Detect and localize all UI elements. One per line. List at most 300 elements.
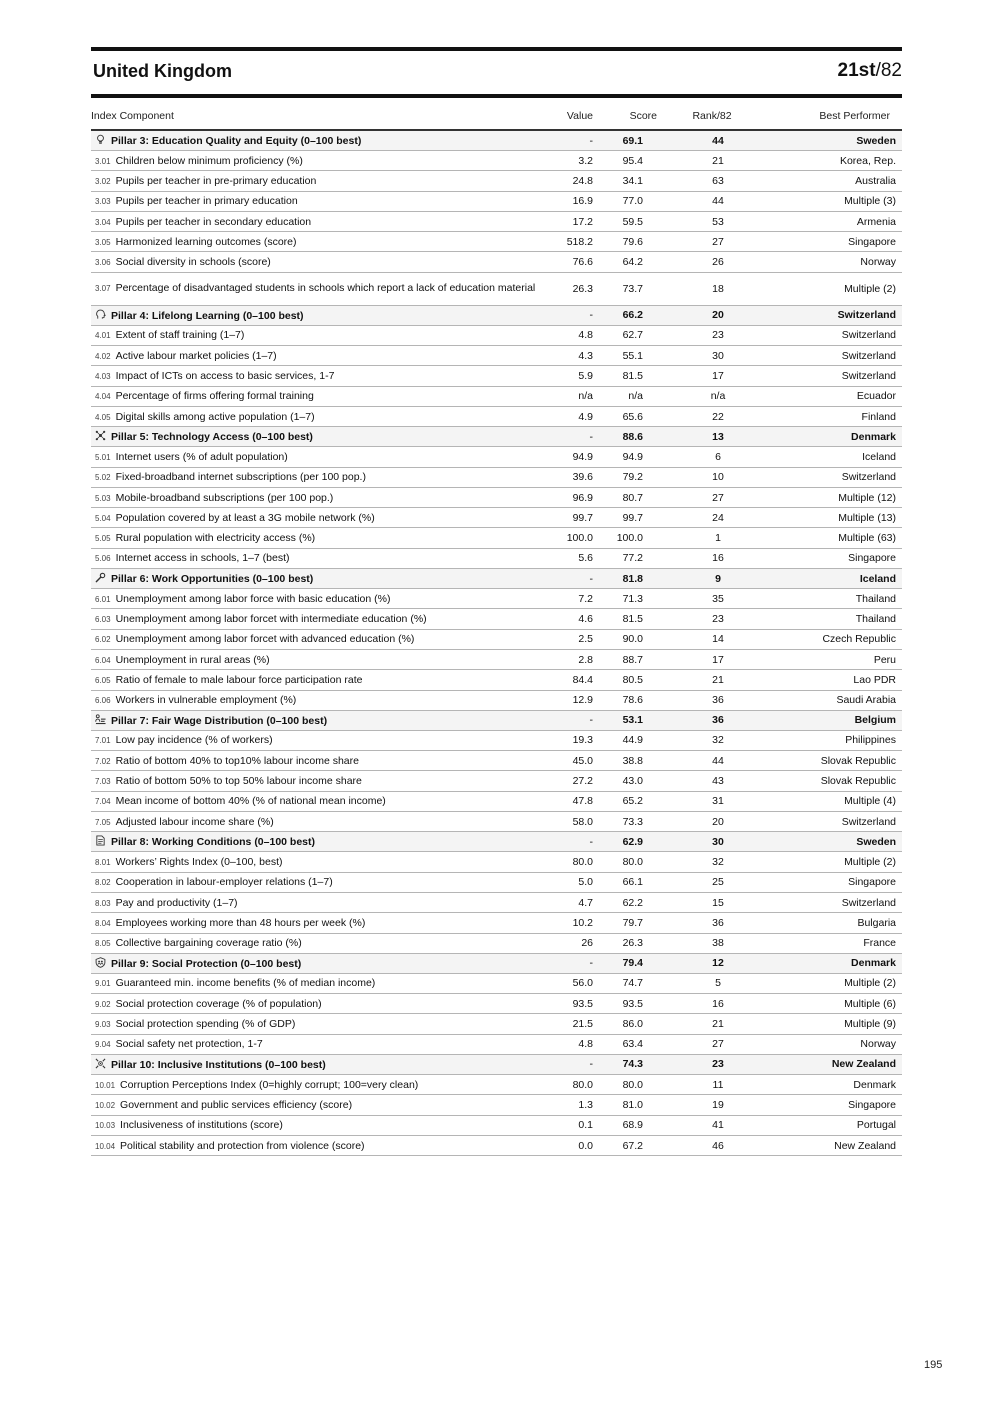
indicator-rank: 36 — [673, 913, 745, 933]
indicator-label: Percentage of firms offering formal training — [115, 390, 314, 403]
indicator-code: 7.02 — [95, 756, 111, 766]
table-row — [91, 1034, 902, 1054]
pillar-label: Pillar 8: Working Conditions (0–100 best) — [111, 836, 316, 849]
indicator-label: Unemployment among labor forcet with advanced education (%) — [115, 633, 415, 646]
indicator-rank: 18 — [673, 272, 745, 305]
table-row — [91, 1095, 902, 1115]
indicator-label: Harmonized learning outcomes (score) — [115, 235, 297, 248]
indicator-best-performer: Switzerland — [745, 346, 902, 366]
indicator-name — [91, 690, 561, 710]
indicator-best-performer: Singapore — [745, 1095, 902, 1115]
table-row — [91, 346, 902, 366]
overall-rank-total: /82 — [875, 60, 902, 81]
indicator-label: Social protection coverage (% of population) — [115, 997, 322, 1010]
indicator-score: 63.4 — [593, 1034, 673, 1054]
table-row — [91, 272, 902, 305]
indicator-label: Workers’ Rights Index (0–100, best) — [115, 855, 283, 868]
indicator-score: 80.0 — [593, 852, 673, 872]
indicator-name — [91, 447, 561, 467]
indicator-name — [91, 366, 561, 386]
indicator-code: 7.03 — [95, 777, 111, 787]
pillar-label: Pillar 4: Lifelong Learning (0–100 best) — [111, 309, 304, 322]
indicator-best-performer: Switzerland — [745, 325, 902, 345]
indicator-label: Pay and productivity (1–7) — [115, 896, 238, 909]
indicator-code: 4.05 — [95, 412, 111, 422]
pillar-score: 74.3 — [593, 1054, 673, 1074]
indicator-score: 26.3 — [593, 933, 673, 953]
indicator-rank: 14 — [673, 629, 745, 649]
indicator-best-performer: Finland — [745, 406, 902, 426]
indicator-rank: 31 — [673, 791, 745, 811]
column-header-component: Index Component — [91, 98, 561, 130]
indicator-name — [91, 771, 561, 791]
indicator-code: 8.05 — [95, 939, 111, 949]
indicator-best-performer: Denmark — [745, 1074, 902, 1094]
indicator-best-performer: Singapore — [745, 232, 902, 252]
indicator-name — [91, 629, 561, 649]
indicator-label: Adjusted labour income share (%) — [115, 815, 274, 828]
table-row — [91, 973, 902, 993]
pillar-row — [91, 569, 902, 589]
indicator-code: 6.06 — [95, 696, 111, 706]
indicator-code: 8.01 — [95, 857, 111, 867]
indicator-name — [91, 994, 561, 1014]
shield-people-icon — [95, 957, 106, 968]
table-row — [91, 609, 902, 629]
indicator-name — [91, 649, 561, 669]
indicator-name — [91, 751, 561, 771]
indicator-value: 17.2 — [561, 211, 593, 231]
overall-rank-value: 21st — [837, 60, 876, 81]
pillar-label: Pillar 10: Inclusive Institutions (0–100 best) — [111, 1058, 326, 1071]
indicator-name — [91, 406, 561, 426]
indicator-value: 5.6 — [561, 548, 593, 568]
pillar-label: Pillar 7: Fair Wage Distribution (0–100 best) — [111, 714, 328, 727]
pillar-name — [91, 569, 561, 589]
indicator-code: 6.04 — [95, 655, 111, 665]
indicator-label: Extent of staff training (1–7) — [115, 329, 245, 342]
indicator-score: 55.1 — [593, 346, 673, 366]
indicator-value: 518.2 — [561, 232, 593, 252]
indicator-rank: 15 — [673, 892, 745, 912]
pillar-label: Pillar 5: Technology Access (0–100 best) — [111, 431, 313, 444]
indicator-score: 73.3 — [593, 812, 673, 832]
indicator-code: 7.04 — [95, 797, 111, 807]
indicator-label: Corruption Perceptions Index (0=highly corrupt; 100=very clean) — [120, 1078, 419, 1091]
table-row — [91, 933, 902, 953]
indicator-best-performer: Australia — [745, 171, 902, 191]
indicator-code: 5.06 — [95, 554, 111, 564]
indicator-value: 7.2 — [561, 589, 593, 609]
table-row — [91, 1014, 902, 1034]
indicator-code: 8.02 — [95, 878, 111, 888]
indicator-best-performer: Bulgaria — [745, 913, 902, 933]
indicator-value: 96.9 — [561, 487, 593, 507]
indicator-score: 77.2 — [593, 548, 673, 568]
indicator-code: 3.01 — [95, 156, 111, 166]
table-row — [91, 171, 902, 191]
indicator-name — [91, 730, 561, 750]
pillar-score: 53.1 — [593, 710, 673, 730]
table-row — [91, 467, 902, 487]
pillar-best-performer: New Zealand — [745, 1054, 902, 1074]
indicator-value: 93.5 — [561, 994, 593, 1014]
table-row — [91, 211, 902, 231]
indicator-label: Social safety net protection, 1-7 — [115, 1038, 263, 1051]
indicator-rank: 46 — [673, 1135, 745, 1155]
pillar-value: - — [561, 305, 593, 325]
indicator-rank: 43 — [673, 771, 745, 791]
pillar-rank: 30 — [673, 832, 745, 852]
indicator-rank: 35 — [673, 589, 745, 609]
indicator-rank: 36 — [673, 690, 745, 710]
indicator-label: Social protection spending (% of GDP) — [115, 1018, 296, 1031]
pillar-label: Pillar 6: Work Opportunities (0–100 best) — [111, 573, 314, 586]
indicator-rank: 6 — [673, 447, 745, 467]
pillar-value: - — [561, 953, 593, 973]
table-row — [91, 548, 902, 568]
pillar-score: 88.6 — [593, 427, 673, 447]
indicator-score: 100.0 — [593, 528, 673, 548]
indicator-best-performer: Armenia — [745, 211, 902, 231]
pillar-value: - — [561, 832, 593, 852]
indicator-name — [91, 232, 561, 252]
indicator-rank: n/a — [673, 386, 745, 406]
indicator-code: 3.06 — [95, 258, 111, 268]
indicator-value: 1.3 — [561, 1095, 593, 1115]
pillar-row — [91, 305, 902, 325]
indicator-rank: 27 — [673, 487, 745, 507]
table-body — [91, 130, 902, 1156]
pillar-best-performer: Iceland — [745, 569, 902, 589]
indicator-rank: 24 — [673, 508, 745, 528]
indicator-score: 71.3 — [593, 589, 673, 609]
indicator-value: 0.0 — [561, 1135, 593, 1155]
indicator-name — [91, 191, 561, 211]
indicator-value: 12.9 — [561, 690, 593, 710]
indicator-rank: 25 — [673, 872, 745, 892]
pillar-name — [91, 710, 561, 730]
indicator-best-performer: Norway — [745, 1034, 902, 1054]
indicator-best-performer: Thailand — [745, 589, 902, 609]
table-row — [91, 771, 902, 791]
indicator-rank: 10 — [673, 467, 745, 487]
network-icon — [95, 430, 106, 441]
indicator-label: Population covered by at least a 3G mobile network (%) — [115, 511, 375, 524]
table-row — [91, 649, 902, 669]
indicator-code: 6.03 — [95, 614, 111, 624]
indicator-value: 21.5 — [561, 1014, 593, 1034]
indicator-name — [91, 1034, 561, 1054]
table-row — [91, 487, 902, 507]
pillar-rank: 9 — [673, 569, 745, 589]
indicator-rank: 26 — [673, 252, 745, 272]
indicator-label: Pupils per teacher in pre-primary education — [115, 174, 317, 187]
indicator-score: 79.7 — [593, 913, 673, 933]
indicator-score: 80.0 — [593, 1074, 673, 1094]
indicator-label: Internet users (% of adult population) — [115, 450, 288, 463]
indicator-label: Internet access in schools, 1–7 (best) — [115, 552, 290, 565]
indicator-label: Cooperation in labour-employer relations (1–7) — [115, 876, 333, 889]
indicator-best-performer: Thailand — [745, 609, 902, 629]
indicator-code: 5.01 — [95, 452, 111, 462]
pillar-name — [91, 130, 561, 151]
indicator-best-performer: Slovak Republic — [745, 771, 902, 791]
indicator-value: 10.2 — [561, 913, 593, 933]
indicator-name — [91, 913, 561, 933]
indicator-name — [91, 670, 561, 690]
indicator-score: 74.7 — [593, 973, 673, 993]
indicator-rank: 16 — [673, 548, 745, 568]
pillar-row — [91, 427, 902, 447]
column-header-best-performer: Best Performer — [745, 98, 902, 130]
indicator-code: 10.03 — [95, 1121, 116, 1131]
indicator-best-performer: Multiple (4) — [745, 791, 902, 811]
indicator-code: 10.02 — [95, 1100, 116, 1110]
indicator-rank: 16 — [673, 994, 745, 1014]
indicator-label: Unemployment in rural areas (%) — [115, 653, 270, 666]
person-chart-icon — [95, 714, 106, 725]
indicator-name — [91, 386, 561, 406]
indicator-best-performer: New Zealand — [745, 1135, 902, 1155]
table-header-row — [91, 98, 902, 130]
indicator-best-performer: Singapore — [745, 548, 902, 568]
indicator-best-performer: Multiple (6) — [745, 994, 902, 1014]
indicator-name — [91, 346, 561, 366]
indicator-name — [91, 589, 561, 609]
indicator-value: 4.8 — [561, 1034, 593, 1054]
indicator-best-performer: Switzerland — [745, 366, 902, 386]
indicator-best-performer: Portugal — [745, 1115, 902, 1135]
indicator-score: 38.8 — [593, 751, 673, 771]
indicator-label: Unemployment among labor force with basic education (%) — [115, 592, 391, 605]
indicator-rank: 21 — [673, 151, 745, 171]
pillar-rank: 20 — [673, 305, 745, 325]
indicator-score: 95.4 — [593, 151, 673, 171]
indicator-value: 76.6 — [561, 252, 593, 272]
scorecard-page — [91, 47, 902, 1156]
pillar-row — [91, 1054, 902, 1074]
indicator-best-performer: Singapore — [745, 872, 902, 892]
indicator-score: 43.0 — [593, 771, 673, 791]
indicator-rank: 27 — [673, 1034, 745, 1054]
indicator-code: 3.04 — [95, 217, 111, 227]
indicator-rank: 32 — [673, 852, 745, 872]
pillar-best-performer: Sweden — [745, 832, 902, 852]
indicator-best-performer: France — [745, 933, 902, 953]
index-table — [91, 98, 902, 1156]
indicator-code: 3.03 — [95, 197, 111, 207]
indicator-name — [91, 171, 561, 191]
indicator-label: Government and public services efficiency (score) — [120, 1098, 353, 1111]
table-row — [91, 406, 902, 426]
overall-rank — [838, 60, 902, 82]
indicator-name — [91, 211, 561, 231]
indicator-score: 67.2 — [593, 1135, 673, 1155]
indicator-code: 9.04 — [95, 1040, 111, 1050]
indicator-label: Mobile-broadband subscriptions (per 100 pop.) — [115, 491, 334, 504]
country-title: United Kingdom — [93, 60, 232, 81]
indicator-score: 93.5 — [593, 994, 673, 1014]
indicator-score: 80.7 — [593, 487, 673, 507]
indicator-label: Guaranteed min. income benefits (% of median income) — [115, 977, 376, 990]
indicator-label: Rural population with electricity access (%) — [115, 532, 316, 545]
indicator-label: Digital skills among active population (1–7) — [115, 410, 315, 423]
indicator-name — [91, 1074, 561, 1094]
indicator-code: 10.01 — [95, 1080, 116, 1090]
indicator-label: Ratio of bottom 50% to top 50% labour income share — [115, 775, 362, 788]
indicator-rank: 44 — [673, 751, 745, 771]
indicator-code: 6.01 — [95, 594, 111, 604]
pillar-label: Pillar 3: Education Quality and Equity (0–100 best) — [111, 135, 362, 147]
indicator-value: 26.3 — [561, 272, 593, 305]
pillar-value: - — [561, 427, 593, 447]
indicator-code: 3.07 — [95, 284, 111, 294]
indicator-score: 77.0 — [593, 191, 673, 211]
indicator-rank: 63 — [673, 171, 745, 191]
pillar-best-performer: Denmark — [745, 953, 902, 973]
indicator-score: n/a — [593, 386, 673, 406]
indicator-best-performer: Switzerland — [745, 812, 902, 832]
pillar-value: - — [561, 130, 593, 151]
indicator-score: 88.7 — [593, 649, 673, 669]
pillar-rank: 13 — [673, 427, 745, 447]
head-icon — [95, 309, 106, 320]
pillar-best-performer: Sweden — [745, 130, 902, 151]
indicator-best-performer: Multiple (2) — [745, 973, 902, 993]
indicator-code: 7.05 — [95, 817, 111, 827]
pillar-row — [91, 953, 902, 973]
indicator-rank: 20 — [673, 812, 745, 832]
indicator-value: 2.5 — [561, 629, 593, 649]
lightbulb-icon — [95, 134, 106, 145]
indicator-value: 99.7 — [561, 508, 593, 528]
indicator-best-performer: Peru — [745, 649, 902, 669]
indicator-value: 5.0 — [561, 872, 593, 892]
indicator-name — [91, 528, 561, 548]
indicator-label: Fixed-broadband internet subscriptions (per 100 pop.) — [115, 471, 366, 484]
indicator-best-performer: Multiple (13) — [745, 508, 902, 528]
pillar-row — [91, 130, 902, 151]
indicator-label: Collective bargaining coverage ratio (%) — [115, 937, 302, 950]
indicator-best-performer: Multiple (63) — [745, 528, 902, 548]
indicator-rank: 41 — [673, 1115, 745, 1135]
indicator-value: 24.8 — [561, 171, 593, 191]
table-row — [91, 730, 902, 750]
document-icon — [95, 835, 106, 846]
indicator-rank: 5 — [673, 973, 745, 993]
indicator-rank: 44 — [673, 191, 745, 211]
indicator-code: 8.04 — [95, 918, 111, 928]
pillar-name — [91, 953, 561, 973]
indicator-score: 79.2 — [593, 467, 673, 487]
pillar-rank: 44 — [673, 130, 745, 151]
indicator-rank: 1 — [673, 528, 745, 548]
indicator-label: Inclusiveness of institutions (score) — [120, 1119, 283, 1132]
indicator-value: 4.8 — [561, 325, 593, 345]
pillar-best-performer: Switzerland — [745, 305, 902, 325]
table-row — [91, 791, 902, 811]
indicator-score: 78.6 — [593, 690, 673, 710]
institution-icon — [95, 1058, 106, 1069]
indicator-rank: 21 — [673, 1014, 745, 1034]
pillar-value: - — [561, 1054, 593, 1074]
table-row — [91, 508, 902, 528]
indicator-code: 3.05 — [95, 237, 111, 247]
table-row — [91, 151, 902, 171]
indicator-rank: 23 — [673, 609, 745, 629]
indicator-score: 62.2 — [593, 892, 673, 912]
indicator-value: 4.7 — [561, 892, 593, 912]
indicator-best-performer: Lao PDR — [745, 670, 902, 690]
indicator-value: 19.3 — [561, 730, 593, 750]
indicator-name — [91, 508, 561, 528]
indicator-label: Children below minimum proficiency (%) — [115, 154, 303, 167]
pillar-name — [91, 305, 561, 325]
table-row — [91, 386, 902, 406]
table-row — [91, 751, 902, 771]
pillar-rank: 23 — [673, 1054, 745, 1074]
table-row — [91, 872, 902, 892]
pillar-rank: 12 — [673, 953, 745, 973]
indicator-best-performer: Ecuador — [745, 386, 902, 406]
indicator-value: 47.8 — [561, 791, 593, 811]
indicator-score: 90.0 — [593, 629, 673, 649]
indicator-label: Employees working more than 48 hours per week (%) — [115, 916, 366, 929]
indicator-best-performer: Philippines — [745, 730, 902, 750]
indicator-name — [91, 973, 561, 993]
indicator-best-performer: Switzerland — [745, 467, 902, 487]
indicator-code: 4.01 — [95, 331, 111, 341]
indicator-value: 0.1 — [561, 1115, 593, 1135]
column-header-rank: Rank/82 — [673, 98, 745, 130]
indicator-best-performer: Saudi Arabia — [745, 690, 902, 710]
indicator-name — [91, 892, 561, 912]
indicator-name — [91, 252, 561, 272]
indicator-label: Impact of ICTs on access to basic services, 1-7 — [115, 370, 335, 383]
indicator-label: Political stability and protection from violence (score) — [120, 1139, 365, 1152]
indicator-best-performer: Multiple (2) — [745, 852, 902, 872]
indicator-value: 45.0 — [561, 751, 593, 771]
indicator-rank: 11 — [673, 1074, 745, 1094]
pillar-score: 69.1 — [593, 130, 673, 151]
indicator-score: 66.1 — [593, 872, 673, 892]
indicator-name — [91, 1014, 561, 1034]
indicator-code: 4.02 — [95, 351, 111, 361]
indicator-value: 58.0 — [561, 812, 593, 832]
indicator-name — [91, 467, 561, 487]
indicator-rank: 17 — [673, 649, 745, 669]
table-row — [91, 690, 902, 710]
pillar-score: 62.9 — [593, 832, 673, 852]
indicator-value: 80.0 — [561, 1074, 593, 1094]
indicator-name — [91, 272, 561, 305]
column-header-score: Score — [593, 98, 673, 130]
indicator-name — [91, 872, 561, 892]
pillar-name — [91, 427, 561, 447]
indicator-value: 4.3 — [561, 346, 593, 366]
indicator-rank: 17 — [673, 366, 745, 386]
indicator-rank: 21 — [673, 670, 745, 690]
indicator-rank: 30 — [673, 346, 745, 366]
indicator-value: 100.0 — [561, 528, 593, 548]
indicator-name — [91, 609, 561, 629]
column-header-value: Value — [561, 98, 593, 130]
indicator-label: Active labour market policies (1–7) — [115, 349, 277, 362]
indicator-score: 68.9 — [593, 1115, 673, 1135]
indicator-name — [91, 487, 561, 507]
indicator-score: 86.0 — [593, 1014, 673, 1034]
